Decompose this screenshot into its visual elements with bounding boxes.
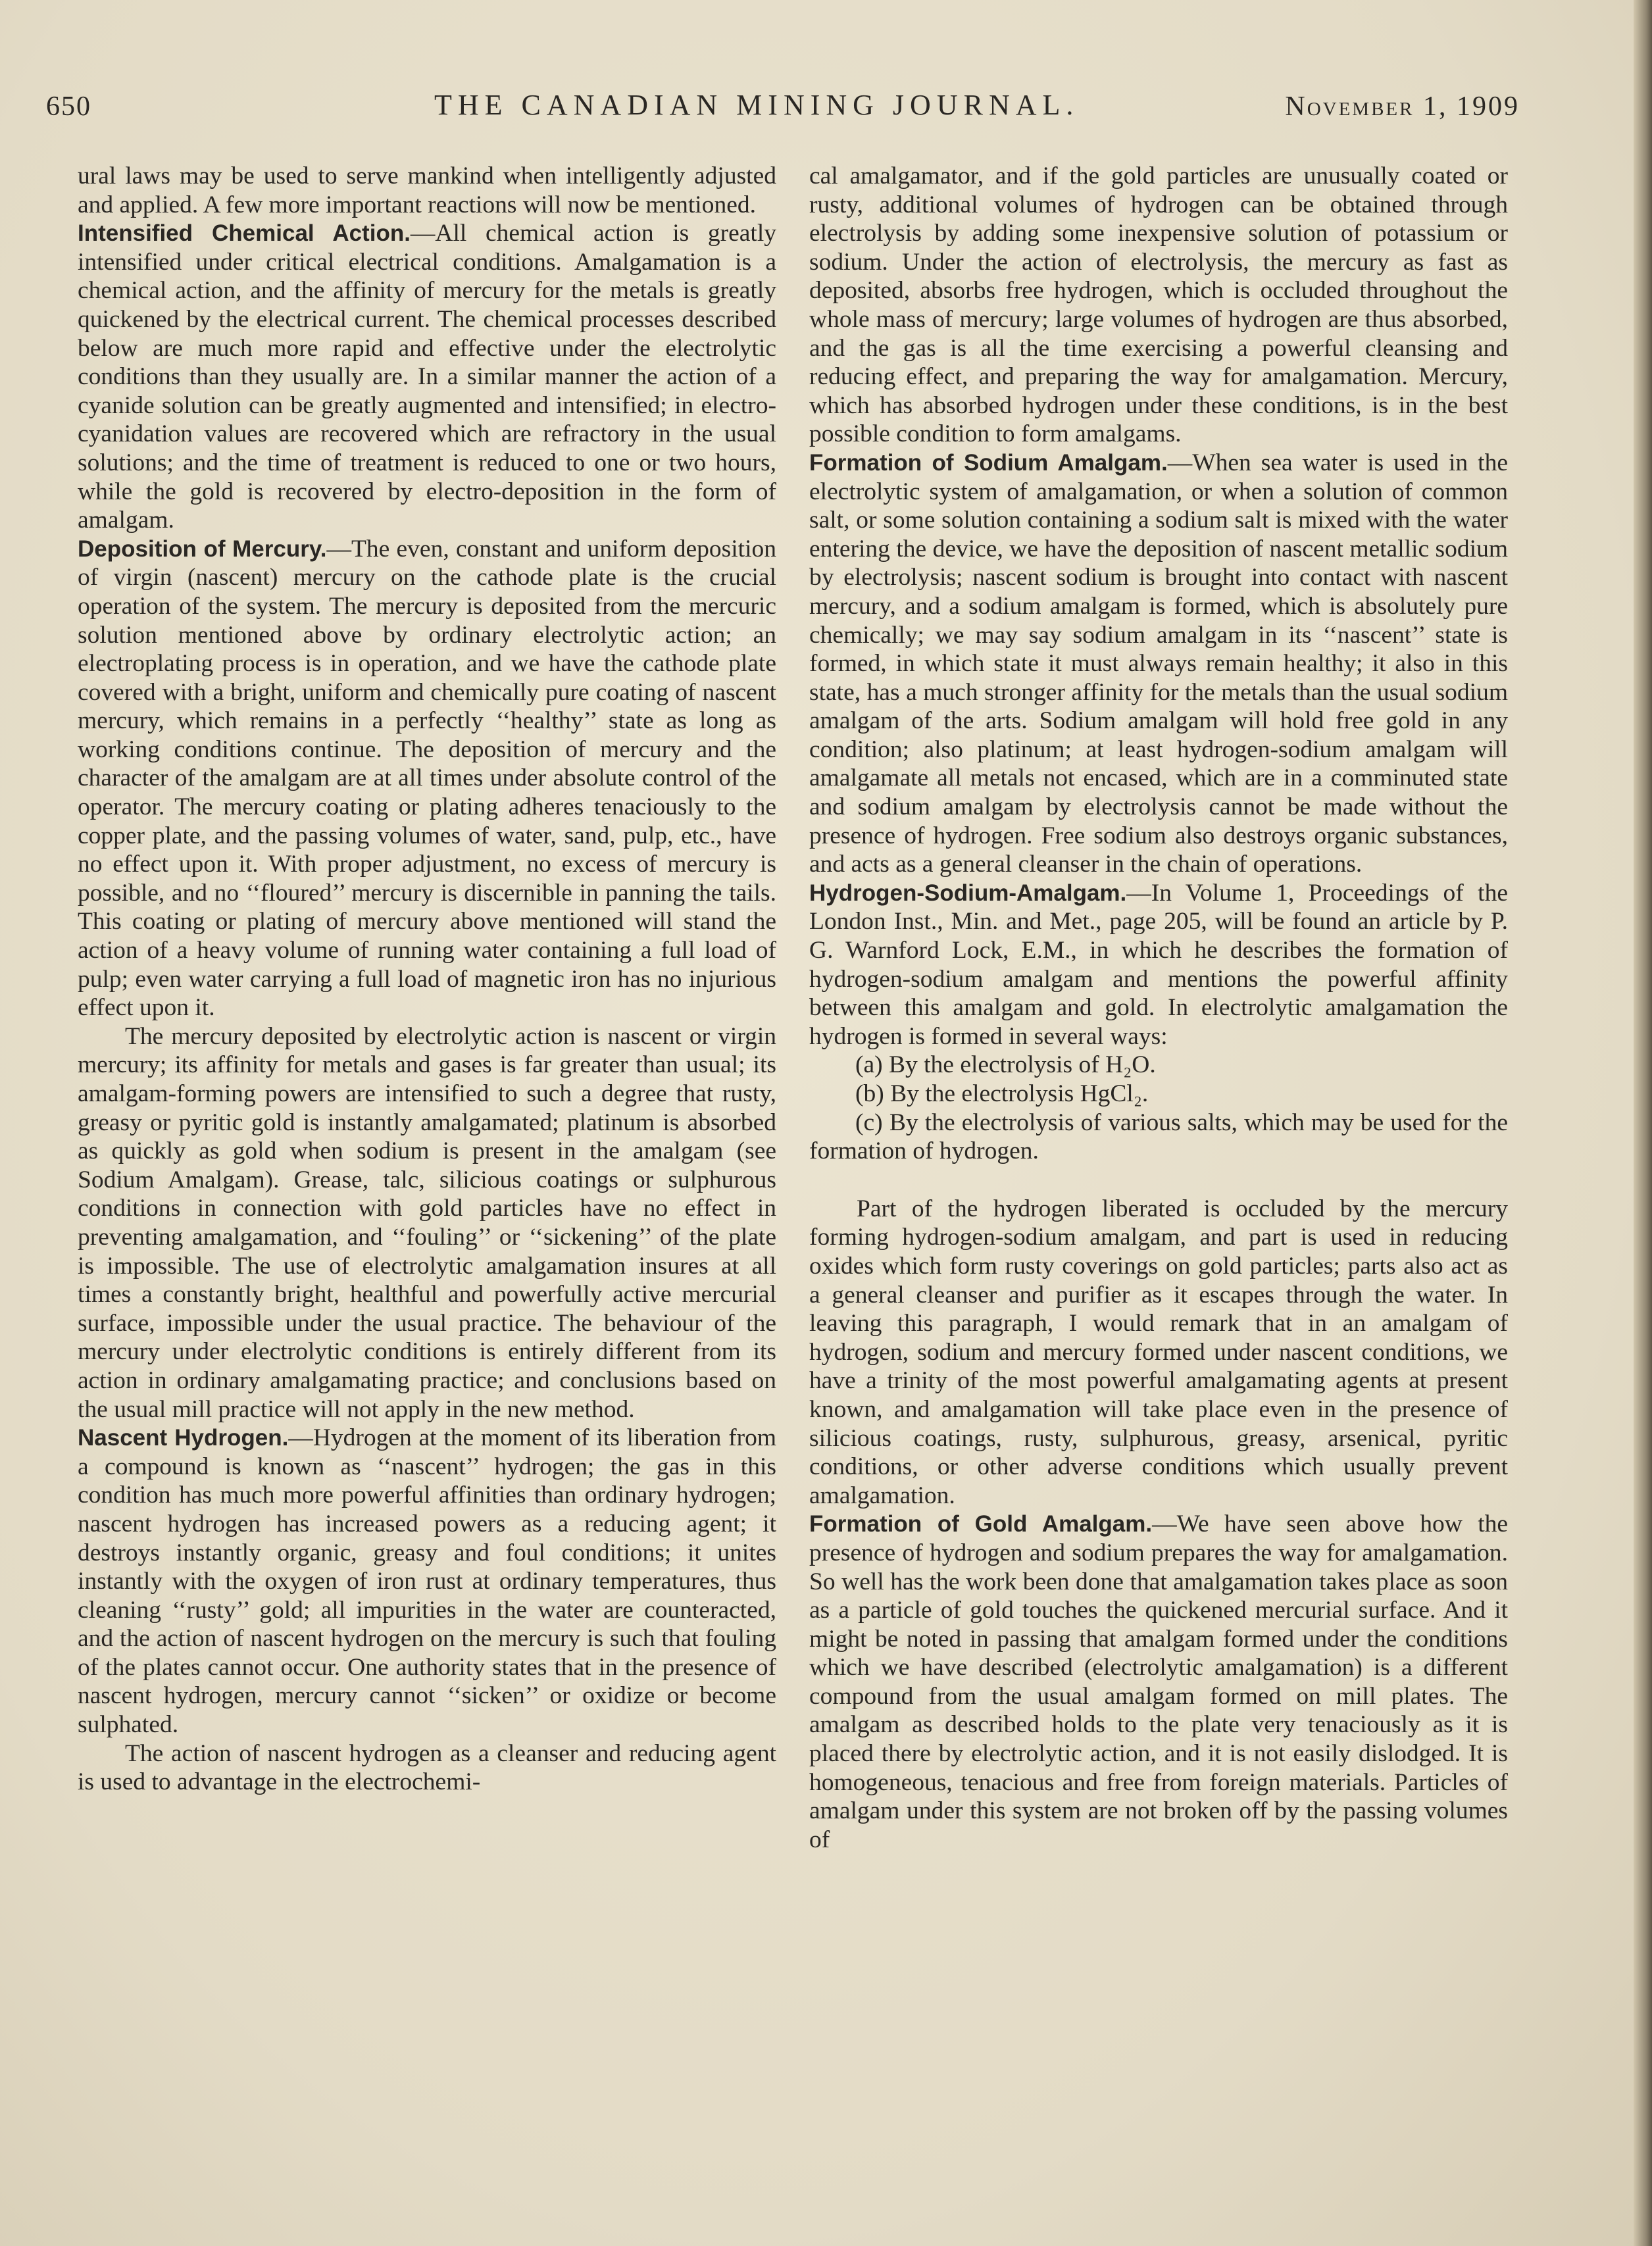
paragraph: ural laws may be used to serve mankind when intelligently adjusted and applied. A few more important reactions will now be mentioned. [78, 162, 776, 218]
paragraph: cal amalgamator, and if the gold particles are unusually coated or rusty, additional volumes of hydrogen can be obtained through electrolysis by adding some inexpensive solution of potassium or sodium. Under the action of electrolysis, the mercury as fast as deposited, absorbs free hydrogen, which is occluded throughout the whole mass of mercury; large volumes of hydrogen are thus absorbed, and the gas is all the time exercising a powerful cleansing and reducing effect, and preparing the way for amalgamation. Mercury, which has absorbed hydrogen under these conditions, is in the best possible condition to form amalgams. [809, 162, 1508, 448]
journal-title: THE CANADIAN MINING JOURNAL. [434, 89, 1080, 121]
page-edge-shadow [1634, 0, 1652, 2246]
section-heading: Formation of Gold Amalgam. [809, 1511, 1153, 1537]
section-text: —In Volume 1, Proceedings of the London Inst., Min. and Met., page 205, will be found an article by P. G. Warnford Lock, E.M., in which he describes the formation of hydrogen-sodium amalgam and mentions the powerful affinity between this amalgam and gold. In electrolytic amalgamation the hydrogen is formed in several ways: [809, 879, 1508, 1050]
section-heading: Deposition of Mercury. [78, 536, 327, 562]
section-heading: Intensified Chemical Action. [78, 220, 411, 247]
section-heading: Formation of Sodium Amalgam. [809, 449, 1168, 476]
issue-date: November 1, 1909 [1285, 91, 1520, 122]
list-item: (c) By the electrolysis of various salts, which may be used for the formation of hydrogen. [809, 1109, 1508, 1165]
left-column [78, 162, 776, 2188]
section-text: —We have seen above how the presence of hydrogen and sodium prepares the way for amalgamation. So well has the work been done that amalgamation takes place as soon as a particle of gold touches the quickened mercurial surface. And it might be noted in passing that amalgam formed under the conditions which we have described (electrolytic amalgamation) is a different compound from the usual amalgam formed on mill plates. The amalgam as described holds to the plate very tenaciously as it is placed there by electrolytic action, and it is not easily dislodged. It is homogeneous, tenacious and free from foreign materials. Particles of amalgam under this system are not broken off by the passing volumes of [809, 1510, 1508, 1853]
section-heading: Hydrogen-Sodium-Amalgam. [809, 880, 1127, 906]
list-item: (b) By the electrolysis HgCl₂. [855, 1080, 1149, 1107]
section-text: —The even, constant and uniform deposition of virgin (nascent) mercury on the cathode plate is the crucial operation of the system. The mercury is deposited from the mercuric solution mentioned above by ordinary electrolytic action; an electroplating process is in operation, and we have the cathode plate covered with a bright, uniform and chemically pure coating of nascent mercury, which remains in a perfectly ‘‘healthy’’ state as long as working conditions continue. The deposition of mercury and the character of the amalgam are at all times under absolute control of the operator. The mercury coating or plating adheres tenaciously to the copper plate, and the passing volumes of water, sand, pulp, etc., have no effect upon it. With proper adjustment, no excess of mercury is possible, and no ‘‘floured’’ mercury is discernible in panning the tails. This coating or plating of mercury above mentioned will stand the action of a heavy volume of running water containing a full load of pulp; even water carrying a full load of magnetic iron has no injurious effect upon it. [78, 535, 776, 1022]
section-heading: Nascent Hydrogen. [78, 1425, 289, 1451]
section-text: —All chemical action is greatly intensified under critical electrical conditions. Amalgamation is a chemical action, and the affinity of mercury for the metals is greatly quickened by the electrical current. The chemical processes described below are much more rapid and effective under the electrolytic conditions than they usually are. In a similar manner the action of a cyanide solution can be greatly augmented and intensified; in electro-cyanidation values are recovered which are refractory in the usual solutions; and the time of treatment is reduced to one or two hours, while the gold is recovered by electro-deposition in the form of amalgam. [78, 220, 776, 534]
paragraph: The mercury deposited by electrolytic action is nascent or virgin mercury; its affinity for metals and gases is far greater than usual; its amalgam-forming powers are intensified to such a degree that rusty, greasy or pyritic gold is instantly amalgamated; platinum is absorbed as quickly as gold when sodium is present in the amalgam (see Sodium Amalgam). Grease, talc, silicious coatings or sulphurous conditions in connection with gold particles have no effect in preventing amalgamation, and ‘‘fouling’’ or ‘‘sickening’’ of the plate is impossible. The use of electrolytic amalgamation insures at all times a constantly bright, healthful and powerfully active mercurial surface, impossible under the usual practice. The behaviour of the mercury under electrolytic conditions is entirely different from its action in ordinary amalgamating practice; and conclusions based on the usual mill practice will not apply in the new method. [78, 1022, 776, 1423]
running-header [46, 84, 1520, 137]
paragraph: The action of nascent hydrogen as a cleanser and reducing agent is used to advantage in the electrochemi- [78, 1739, 776, 1796]
section-text: —Hydrogen at the moment of its liberation from a compound is known as ‘‘nascent’’ hydrogen; the gas in this condition has much more powerful affinities than ordinary hydrogen; nascent hydrogen has increased powers as a reducing agent; it destroys instantly organic, greasy and foul conditions; it unites instantly with the oxygen of iron rust at ordinary temperatures, thus cleaning ‘‘rusty’’ gold; all impurities in the water are counteracted, and the action of nascent hydrogen on the mercury is such that fouling of the plates cannot occur. One authority states that in the presence of nascent hydrogen, mercury cannot ‘‘sicken’’ or oxidize or become sulphated. [78, 1424, 776, 1739]
paragraph: Part of the hydrogen liberated is occluded by the mercury forming hydrogen-sodium amalgam, and part is used in reducing oxides which form rusty coverings on gold particles; parts also act as a general cleanser and purifier as it escapes through the water. In leaving this paragraph, I would remark that in an amalgam of hydrogen, sodium and mercury formed under nascent conditions, we have a trinity of the most powerful amalgamating agents at present known, and amalgamation will take place even in the presence of silicious coatings, rusty, sulphurous, greasy, arsenical, pyritic conditions, or other adverse conditions which usually prevent amalgamation. [809, 1195, 1508, 1509]
section-text: —When sea water is used in the electrolytic system of amalgamation, or when a solution of common salt, or some solution containing a sodium salt is mixed with the water entering the device, we have the deposition of nascent metallic sodium by electrolysis; nascent sodium is brought into contact with nascent mercury, and a sodium amalgam is formed, which is absolutely pure chemically; we may say sodium amalgam in its ‘‘nascent’’ state is formed, in which state it must always remain healthy; it also in this state, has a much stronger affinity for the metals than the usual sodium amalgam of the arts. Sodium amalgam will hold free gold in any condition; also platinum; at least hydrogen-sodium amalgam will amalgamate all metals not encased, which are in a comminuted state and sodium amalgam by electrolysis cannot be made without the presence of hydrogen. Free sodium also destroys organic substances, and acts as a general cleanser in the chain of operations. [809, 449, 1508, 878]
list-item: (a) By the electrolysis of H₂O. [855, 1051, 1156, 1079]
right-column [809, 162, 1508, 2188]
page-number: 650 [46, 91, 91, 122]
